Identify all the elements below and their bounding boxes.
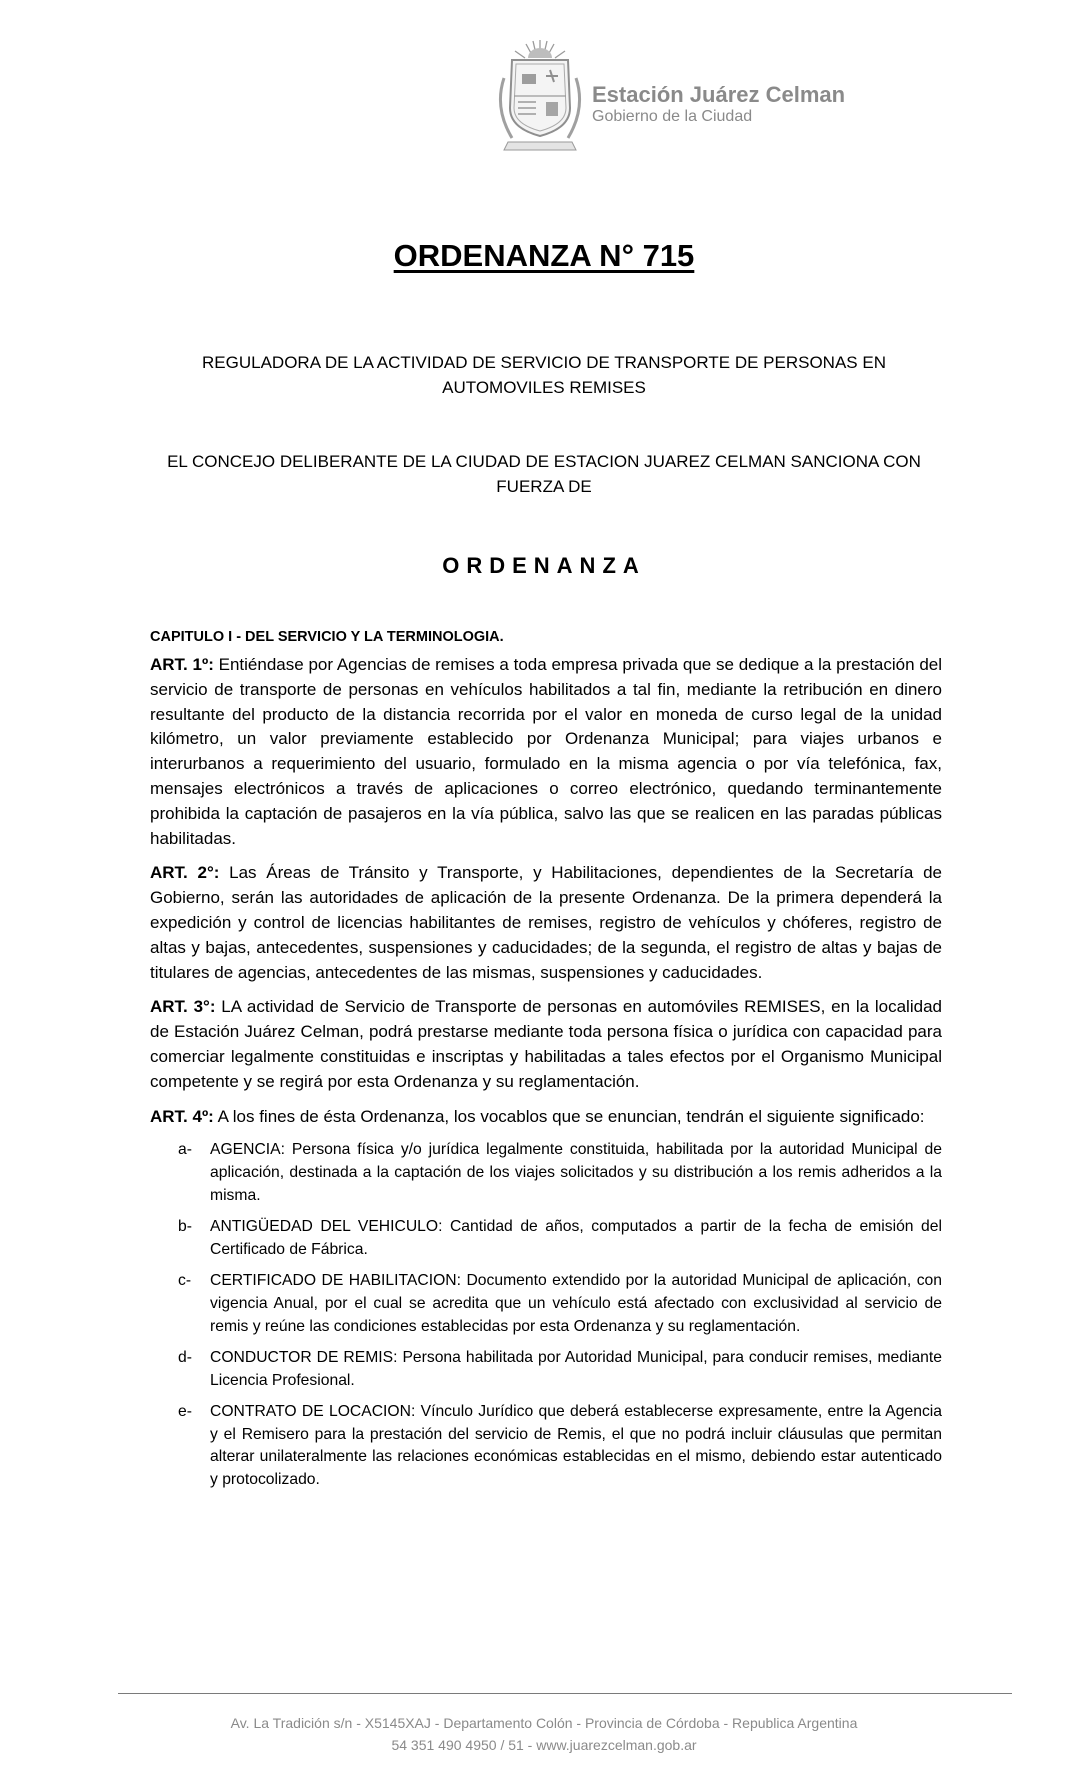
definition-text: CERTIFICADO DE HABILITACION: Documento extendido por la autoridad Municipal de aplicación, con vigencia Anual, por el cual se acredita que un vehículo está afectado con exclusividad al servicio de remis y reúne las condiciones establecidas por esta Ordenanza y su reglamentación. xyxy=(210,1272,942,1335)
definition-item xyxy=(150,1270,942,1338)
article-text: Las Áreas de Tránsito y Transporte, y Habilitaciones, dependientes de la Secretaría de Gobierno, serán las autoridades de aplicación de la presente Ordenanza. De la primera dependerá la expedición y control de licencias habilitantes de remises, registro de vehículos y chóferes, registro de altas y bajas, antecedentes, suspensiones y caducidades; de la segunda, el registro de altas y bajas de titulares de agencias, antecedentes de las mismas, suspensiones y caducidades. xyxy=(150,863,942,982)
article-label: ART. 3°: xyxy=(150,997,216,1017)
article-label: ART. 1º: xyxy=(150,655,214,674)
definition-letter: a- xyxy=(178,1141,192,1159)
article-label: ART. 4º: xyxy=(150,1106,214,1126)
definition-text: CONDUCTOR DE REMIS: Persona habilitada por Autoridad Municipal, para conducir remises, mediante Licencia Profesional. xyxy=(210,1349,942,1389)
definition-letter: c- xyxy=(178,1272,192,1290)
subtitle-council: EL CONCEJO DELIBERANTE DE LA CIUDAD DE ESTACION JUAREZ CELMAN SANCIONA CON FUERZA DE xyxy=(167,452,921,496)
document-body xyxy=(150,629,942,1501)
article-text: LA actividad de Servicio de Transporte de personas en automóviles REMISES, en la localidad de Estación Juárez Celman, podrá prestarse mediante toda persona física o jurídica con capacidad para comerciar legalmente constituidas e inscriptas y habilitadas a tales efectos por el Organismo Municipal competente y se regirá por esta Ordenanza y su reglamentación. xyxy=(150,997,942,1091)
definition-item xyxy=(150,1347,942,1392)
subtitle-regulation: REGULADORA DE LA ACTIVIDAD DE SERVICIO DE TRANSPORTE DE PERSONAS EN AUTOMOVILES REMISES xyxy=(202,353,886,397)
article-3 xyxy=(150,995,942,1094)
article-text: Entiéndase por Agencias de remises a toda empresa privada que se dedique a la prestación del servicio de transporte de personas en vehículos habilitados a tal fin, mediante la retribución en dinero resultante del producto de la distancia recorrida por el valor en moneda de curso legal de la unidad kilómetro, un valor previamente establecido por Ordenanza Municipal; para viajes urbanos e interurbanos a requerimiento del usuario, formulado en la misma agencia o por vía telefónica, fax, mensajes electrónicos a través de aplicaciones o correo electrónico, quedando terminantemente prohibida la captación de pasajeros en la vía pública, salvo las que se realicen en las paradas públicas habilitadas. xyxy=(150,655,943,848)
document-title: ORDENANZA N° 715 xyxy=(393,238,695,273)
footer-contact: 54 351 490 4950 / 51 - www.juarezcelman.gob.ar xyxy=(391,1737,697,1753)
definitions-list xyxy=(150,1139,942,1491)
article-label: ART. 2°: xyxy=(150,863,220,883)
definition-letter: d- xyxy=(178,1349,192,1367)
definition-item xyxy=(150,1401,942,1491)
definition-letter: b- xyxy=(178,1218,192,1236)
chapter-heading: CAPITULO I - DEL SERVICIO Y LA TERMINOLOGIA. xyxy=(150,629,504,645)
definition-letter: e- xyxy=(178,1403,192,1421)
definition-text: ANTIGÜEDAD DEL VEHICULO: Cantidad de años, computados a partir de la fecha de emisión del Certificado de Fábrica. xyxy=(210,1218,942,1258)
ordenanza-heading: ORDENANZA xyxy=(442,553,646,578)
definition-text: CONTRATO DE LOCACION: Vínculo Jurídico que deberá establecerse expresamente, entre la Agencia y el Remisero para la prestación del servicio de Remis, el que no podrá incluir cláusulas que permitan alterar unilateralmente las relaciones económicas establecidas en el mismo, debiendo estar autenticado y protocolizado. xyxy=(210,1403,942,1489)
letterhead xyxy=(490,38,890,158)
brand-subtitle: Gobierno de la Ciudad xyxy=(592,108,753,125)
footer-address: Av. La Tradición s/n - X5145XAJ - Departamento Colón - Provincia de Córdoba - Republica Argentina xyxy=(230,1715,858,1731)
article-1 xyxy=(150,653,942,851)
article-text: A los fines de ésta Ordenanza, los vocablos que se enuncian, tendrán el siguiente significado: xyxy=(217,1106,925,1126)
article-2 xyxy=(150,861,942,985)
brand-name: Estación Juárez Celman xyxy=(592,82,846,107)
definition-text: AGENCIA: Persona física y/o jurídica legalmente constituida, habilitada por la autoridad Municipal de aplicación, destinada a la captación de los viajes solicitados y su distribución a los remis adheridos a la misma. xyxy=(210,1141,942,1204)
article-4 xyxy=(150,1105,942,1130)
definition-item xyxy=(150,1216,942,1261)
footer-divider xyxy=(118,1693,1012,1694)
definition-item xyxy=(150,1139,942,1207)
coat-of-arms-icon xyxy=(490,38,590,158)
